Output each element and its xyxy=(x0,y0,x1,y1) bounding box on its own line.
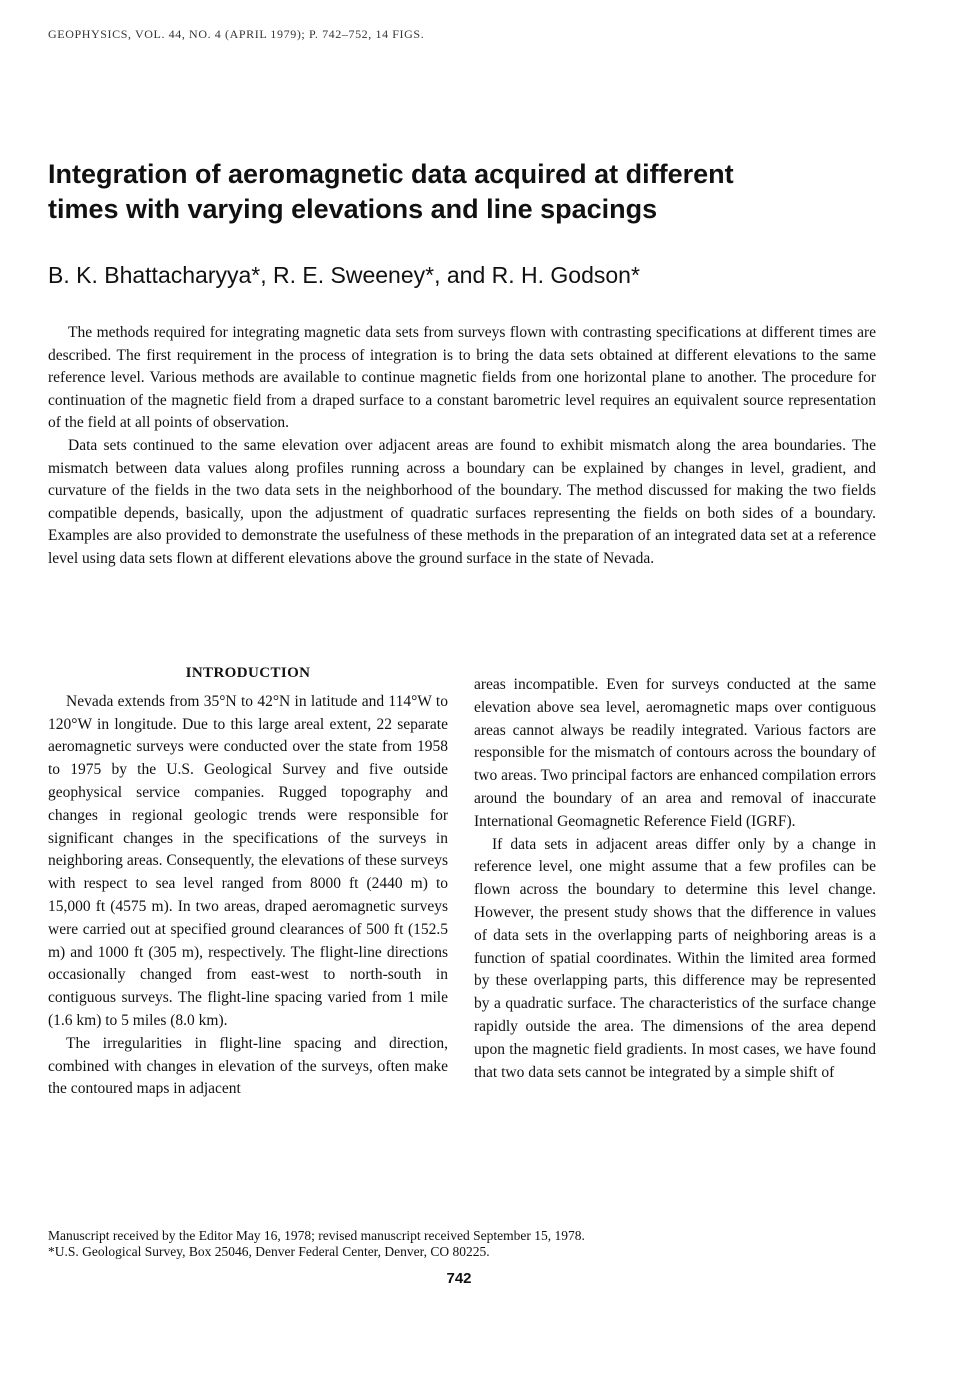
running-head: GEOPHYSICS, VOL. 44, NO. 4 (APRIL 1979); P. 742–752, 14 FIGS. xyxy=(48,27,425,41)
body-paragraph: The irregularities in flight-line spacing and direction, combined with changes in elevation of the surveys, often make the contoured maps in adjacent xyxy=(48,1034,448,1098)
body-paragraph: Nevada extends from 35°N to 42°N in latitude and 114°W to 120°W in longitude. Due to this large areal extent, 22 separate aeromagnetic surveys were conducted over the state from 1958 to 1975 by the U.S. Geological Survey and five outside geophysical service companies. Rugged topography and changes in regional geologic trends were responsible for significant changes in the specifications of the surveys in neighboring areas. Consequently, the elevations of these surveys with respect to sea level ranged from 8000 ft (2440 m) to 15,000 ft (4575 m). In two areas, draped aeromagnetic surveys were carried out at specified ground clearances of 500 ft (152.5 m) and 1000 ft (305 m), respectively. The flight-line directions occasionally changed from east-west to north-south in contiguous surveys. The flight-line spacing varied from 1 mile (1.6 km) to 5 miles (8.0 km). xyxy=(48,692,448,1029)
abstract-paragraph-2: Data sets continued to the same elevation over adjacent areas are found to exhibit mismatch along the area boundaries. The mismatch between data values along profiles running across a boundary can be explained by changes in level, gradient, and curvature of the fields in the two data sets in the neighborhood of the boundary. The method discussed for making the two fields compatible depends, basically, upon the adjustment of quadratic surfaces representing the fields on both sides of a boundary. Examples are also provided to demonstrate the usefulness of these methods in the preparation of an integrated data set at a reference level using data sets flown at different elevations above the ground surface in the state of Nevada. xyxy=(48,436,876,567)
body-paragraph: areas incompatible. Even for surveys conducted at the same elevation above sea level, aeromagnetic maps over contiguous areas cannot always be readily integrated. Various factors are responsible for the mismatch of contours across the boundary of two areas. Two principal factors are enhanced compilation errors around the boundary of an area and removal of inaccurate International Geomagnetic Reference Field (IGRF). xyxy=(474,676,876,830)
footnote-manuscript: Manuscript received by the Editor May 16, 1978; revised manuscript received September 15, 1978. xyxy=(48,1228,585,1243)
paper-title-line-1: Integration of aeromagnetic data acquired at different xyxy=(48,159,734,189)
body-column-left xyxy=(48,662,448,1101)
paper-title xyxy=(48,157,928,227)
body-column-right xyxy=(474,674,876,1084)
footnote-affiliation: *U.S. Geological Survey, Box 25046, Denver Federal Center, Denver, CO 80225. xyxy=(48,1244,490,1259)
paper-title-line-2: times with varying elevations and line spacings xyxy=(48,194,658,224)
author-list: B. K. Bhattacharyya*, R. E. Sweeney*, and R. H. Godson* xyxy=(48,262,640,288)
abstract xyxy=(48,322,876,571)
footnotes xyxy=(48,1228,928,1260)
body-paragraph: If data sets in adjacent areas differ only by a change in reference level, one might assume that a few profiles can be flown across the boundary to determine this level change. However, the present study shows that the difference in values of data sets in the overlapping parts of neighboring areas is a function of spatial coordinates. Within the limited area formed by these overlapping parts, this difference may be represented by a quadratic surface. The characteristics of the surface change rapidly outside the area. The dimensions of the area depend upon the magnetic field gradients. In most cases, we have found that two data sets cannot be integrated by a simple shift of xyxy=(474,835,876,1081)
page-number: 742 xyxy=(446,1270,472,1287)
section-heading-introduction: INTRODUCTION xyxy=(185,665,311,681)
abstract-paragraph-1: The methods required for integrating magnetic data sets from surveys flown with contrasting specifications at different times are described. The first requirement in the process of integration is to bring the data sets obtained at different elevations to the same reference level. Various methods are available to continue magnetic fields from one horizontal plane to another. The procedure for continuation of the magnetic field from a draped surface to a constant barometric level requires an equivalent source representation of the field at all points of observation. xyxy=(48,324,876,432)
